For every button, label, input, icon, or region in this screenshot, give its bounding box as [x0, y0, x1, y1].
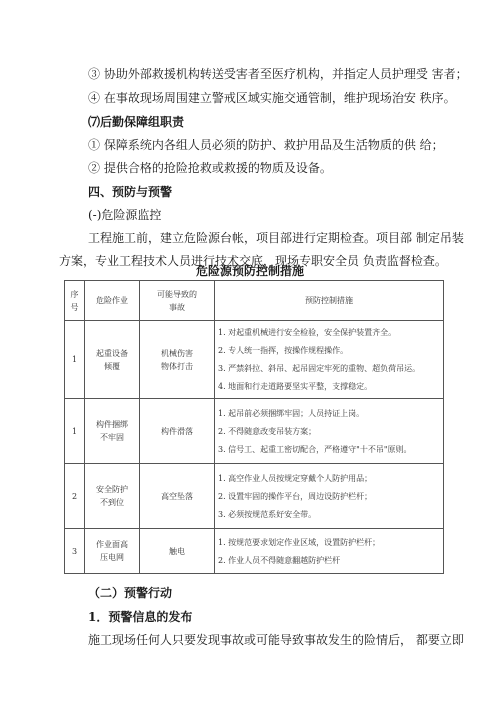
- cell-accident: 机械伤害 物体打击: [140, 321, 215, 399]
- cell-measures: [215, 529, 444, 574]
- header-seq: 序 号: [65, 281, 85, 321]
- measure-item: 2. 作业人员不得随意翻越防护栏杆: [218, 555, 341, 565]
- paragraph-line: 1．预警信息的发布: [88, 610, 193, 624]
- cell-hazard: 起重设备 倾覆: [85, 321, 140, 399]
- header-measures: 预防控制措施: [215, 281, 444, 321]
- cell-seq: 3: [65, 529, 85, 574]
- measure-item: 4. 地面和行走道路要坚实平整，支撑稳定。: [218, 382, 373, 391]
- hazard-control-table: [64, 280, 444, 574]
- paragraph-line: 四、预防与预警: [88, 185, 173, 199]
- measure-item: 2. 设置牢固的操作平台，周边设防护栏杆；: [218, 491, 373, 501]
- measure-item: 2. 专人统一指挥，按操作规程操作。: [218, 346, 349, 355]
- measure-item: 3. 信号工、起重工密切配合，严格遵守"十不吊"原则。: [218, 444, 412, 454]
- paragraph-line: ⑺后勤保障组职责: [88, 115, 185, 129]
- paragraph-line: 方案，专业工程技术人员进行技术交底，现场专职安全员 负责监督检查。: [59, 254, 447, 268]
- cell-hazard: 构件捆绑 不牢固: [85, 399, 140, 464]
- header-accident: 可能导致的 事故: [140, 281, 215, 321]
- table-row: [65, 464, 444, 529]
- measure-item: 1. 按规范要求划定作业区域，设置防护栏杆；: [218, 537, 381, 547]
- cell-seq: 1: [65, 399, 85, 464]
- cell-measures: [215, 321, 444, 399]
- paragraph-line: ② 提供合格的抢险抢救或救援的物质及设备。: [88, 161, 332, 175]
- table-caption: 危险源预防控制措施: [195, 264, 304, 278]
- cell-seq: 1: [65, 321, 85, 399]
- cell-seq: 2: [65, 464, 85, 529]
- cell-hazard: 安全防护 不到位: [85, 464, 140, 529]
- table-header-row: [65, 281, 444, 321]
- cell-accident: 构件滑落: [140, 399, 215, 464]
- paragraph-line: ① 保障系统内各组人员必须的防护、救护用品及生活物质的供 给；: [88, 138, 444, 152]
- table-row: [65, 321, 444, 399]
- measure-item: 1. 高空作业人员按规定穿戴个人防护用品；: [218, 473, 373, 483]
- cell-accident: 触电: [140, 529, 215, 574]
- measure-item: 1. 起吊前必须捆绑牢固；人员持证上岗。: [218, 408, 365, 418]
- paragraph-line: （二）预警行动: [88, 586, 173, 600]
- measure-item: 1. 对起重机械进行安全检验，安全保护装置齐全。: [218, 328, 397, 337]
- cell-hazard: 作业面高 压电网: [85, 529, 140, 574]
- measure-item: 2. 不得随意改变吊装方案；: [218, 426, 317, 436]
- paragraph-line: ③ 协助外部救援机构转送受害者至医疗机构，并指定人员护理受 害者；: [88, 67, 468, 81]
- header-hazard: 危险作业: [85, 281, 140, 321]
- paragraph-line: 施工现场任何人只要发现事故或可能导致事故发生的险情后， 都要立即: [88, 633, 464, 647]
- table-row: [65, 399, 444, 464]
- cell-measures: [215, 399, 444, 464]
- table-row: [65, 529, 444, 574]
- cell-accident: 高空坠落: [140, 464, 215, 529]
- measure-item: 3. 严禁斜拉、斜吊、起吊固定牢死的重物、超负荷吊运。: [218, 364, 421, 373]
- cell-measures: [215, 464, 444, 529]
- paragraph-line: ④ 在事故现场周围建立警戒区域实施交通管制，维护现场治安 秩序。: [88, 91, 456, 105]
- measure-item: 3. 必须按规范系好安全带。: [218, 509, 317, 519]
- paragraph-line: 工程施工前，建立危险源台帐，项目部进行定期检查。项目部 制定吊装: [88, 231, 464, 245]
- paragraph-line: (-)危险源监控: [88, 208, 162, 222]
